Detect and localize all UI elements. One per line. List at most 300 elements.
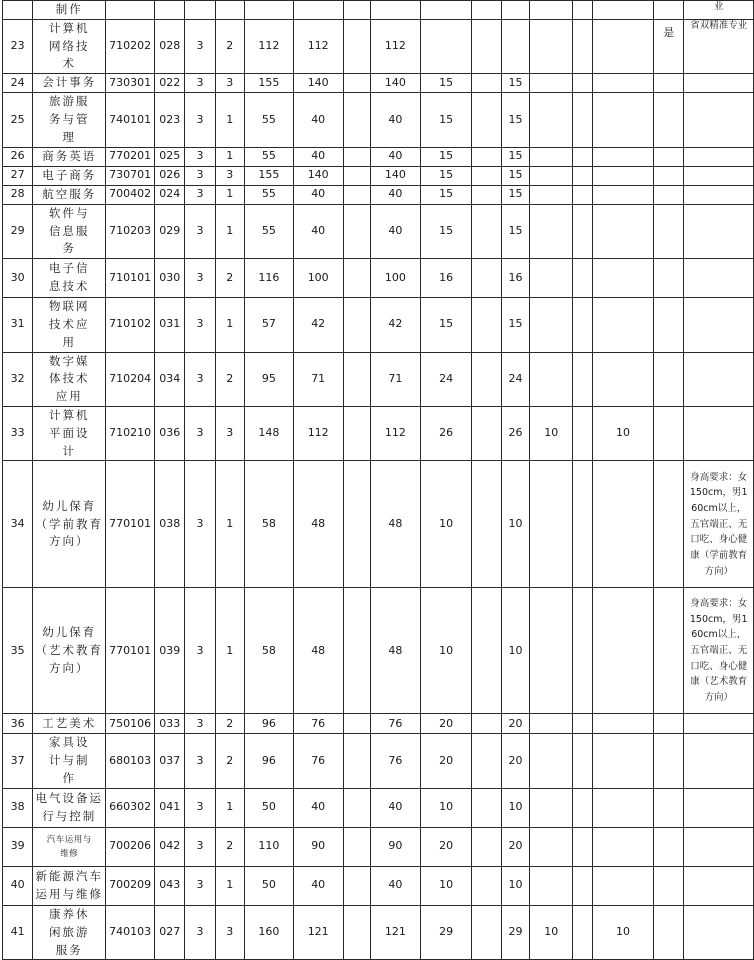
note-text: 省双精准专业 <box>690 19 748 31</box>
type-cell: 2 <box>215 714 244 734</box>
plan-total-cell: 155 <box>244 166 293 185</box>
blank-col-12-cell <box>471 185 501 204</box>
blank-col-9-cell <box>343 734 370 788</box>
general-plan-cell: 48 <box>293 461 343 588</box>
seq-cell: 27 <box>3 166 33 185</box>
table-row <box>3 298 754 352</box>
special-sub-cell: 15 <box>501 166 529 185</box>
seq-cell: 31 <box>3 298 33 352</box>
extra-sub-cell: 10 <box>593 407 654 461</box>
major-name-cell <box>33 166 106 185</box>
special-sub-cell: 20 <box>501 734 529 788</box>
blank-col-15-cell <box>573 588 593 714</box>
extra-plan-cell <box>530 259 573 298</box>
flag-cell <box>653 166 684 185</box>
blank-col-9-cell <box>343 74 370 93</box>
major-code-cell: 660302 <box>106 788 155 827</box>
note-cell <box>684 714 754 734</box>
major-name-text: 制作 <box>55 2 83 16</box>
plan-total-cell: 55 <box>244 93 293 147</box>
major-name-cell <box>33 352 106 406</box>
seq-cell: 26 <box>3 147 33 166</box>
general-sub-cell: 48 <box>370 461 421 588</box>
extra-sub-cell <box>593 204 654 258</box>
type-cell: 1 <box>215 788 244 827</box>
blank-col-12-cell <box>471 74 501 93</box>
table-row <box>3 734 754 788</box>
major-name-cell <box>33 93 106 147</box>
seq-cell <box>3 1 33 20</box>
extra-sub-cell: 10 <box>593 905 654 959</box>
blank-col-15-cell <box>573 298 593 352</box>
special-plan-cell: 10 <box>421 461 472 588</box>
extra-plan-cell <box>530 788 573 827</box>
major-name-text: 计算机网络技术 <box>49 20 90 71</box>
special-sub-cell: 20 <box>501 714 529 734</box>
years-cell: 3 <box>185 905 215 959</box>
special-plan-cell: 15 <box>421 204 472 258</box>
major-name-cell <box>33 407 106 461</box>
years-cell: 3 <box>185 93 215 147</box>
blank-col-9-cell <box>343 407 370 461</box>
extra-plan-cell <box>530 185 573 204</box>
special-sub-cell <box>501 1 529 20</box>
table-row <box>3 259 754 298</box>
table-row <box>3 204 754 258</box>
years-cell: 3 <box>185 788 215 827</box>
major-name-text: 计算机平面设计 <box>49 408 90 458</box>
blank-col-12-cell <box>471 1 501 20</box>
special-plan-cell: 26 <box>421 407 472 461</box>
flag-cell <box>653 93 684 147</box>
note-cell <box>684 905 754 959</box>
blank-col-12-cell <box>471 714 501 734</box>
note-cell <box>684 19 754 73</box>
blank-col-15-cell <box>573 147 593 166</box>
type-cell: 1 <box>215 185 244 204</box>
seq-cell: 36 <box>3 714 33 734</box>
note-cell <box>684 1 754 20</box>
major-name-text: 幼儿保育（学前教育方向） <box>35 498 103 549</box>
general-sub-cell: 48 <box>370 588 421 714</box>
general-plan-cell: 140 <box>293 166 343 185</box>
extra-sub-cell <box>593 259 654 298</box>
note-cell <box>684 74 754 93</box>
blank-col-12-cell <box>471 866 501 905</box>
extra-sub-cell <box>593 147 654 166</box>
table-row <box>3 461 754 588</box>
major-name-cell <box>33 588 106 714</box>
general-sub-cell: 40 <box>370 185 421 204</box>
extra-sub-cell <box>593 185 654 204</box>
major-code-cell: 710102 <box>106 298 155 352</box>
seq-cell: 39 <box>3 827 33 866</box>
type-cell: 1 <box>215 866 244 905</box>
major-code-cell: 710202 <box>106 19 155 73</box>
extra-sub-cell <box>593 714 654 734</box>
special-sub-cell: 10 <box>501 788 529 827</box>
extra-sub-cell <box>593 866 654 905</box>
years-cell <box>185 1 215 20</box>
plan-total-cell: 55 <box>244 204 293 258</box>
enroll-code-cell: 034 <box>155 352 185 406</box>
enroll-code-cell: 024 <box>155 185 185 204</box>
extra-plan-cell <box>530 714 573 734</box>
blank-col-12-cell <box>471 19 501 73</box>
plan-total-cell: 96 <box>244 714 293 734</box>
extra-plan-cell <box>530 74 573 93</box>
note-cell <box>684 147 754 166</box>
major-code-cell: 770101 <box>106 461 155 588</box>
special-plan-cell: 29 <box>421 905 472 959</box>
plan-total-cell: 116 <box>244 259 293 298</box>
extra-sub-cell <box>593 74 654 93</box>
general-plan-cell: 42 <box>293 298 343 352</box>
seq-cell: 35 <box>3 588 33 714</box>
extra-sub-cell <box>593 788 654 827</box>
note-cell <box>684 827 754 866</box>
special-sub-cell: 10 <box>501 866 529 905</box>
table-row <box>3 185 754 204</box>
table-row <box>3 866 754 905</box>
blank-col-15-cell <box>573 714 593 734</box>
blank-col-12-cell <box>471 93 501 147</box>
flag-cell <box>653 147 684 166</box>
special-sub-cell: 15 <box>501 93 529 147</box>
major-code-cell <box>106 1 155 20</box>
general-plan-cell: 112 <box>293 19 343 73</box>
blank-col-15-cell <box>573 827 593 866</box>
seq-cell: 29 <box>3 204 33 258</box>
years-cell: 3 <box>185 588 215 714</box>
plan-total-cell: 112 <box>244 19 293 73</box>
flag-cell <box>653 352 684 406</box>
type-cell: 3 <box>215 407 244 461</box>
major-name-cell <box>33 461 106 588</box>
general-plan-cell: 40 <box>293 93 343 147</box>
blank-col-9-cell <box>343 461 370 588</box>
general-plan-cell: 71 <box>293 352 343 406</box>
note-cell <box>684 204 754 258</box>
major-name-cell <box>33 147 106 166</box>
note-cell <box>684 166 754 185</box>
major-name-text: 软件与信息服务 <box>49 205 90 256</box>
blank-col-9-cell <box>343 166 370 185</box>
major-name-cell <box>33 714 106 734</box>
special-sub-cell <box>501 19 529 73</box>
general-sub-cell <box>370 1 421 20</box>
major-code-cell: 740103 <box>106 905 155 959</box>
table-row <box>3 588 754 714</box>
years-cell: 3 <box>185 298 215 352</box>
blank-col-15-cell <box>573 93 593 147</box>
enroll-code-cell: 042 <box>155 827 185 866</box>
blank-col-9-cell <box>343 19 370 73</box>
major-name-cell <box>33 298 106 352</box>
special-plan-cell <box>421 19 472 73</box>
flag-cell <box>653 259 684 298</box>
major-name-text: 汽车运用与维修 <box>46 834 92 859</box>
blank-col-12-cell <box>471 827 501 866</box>
major-code-cell: 740101 <box>106 93 155 147</box>
note-cell <box>684 407 754 461</box>
general-plan-cell: 90 <box>293 827 343 866</box>
plan-total-cell: 58 <box>244 588 293 714</box>
flag-cell <box>653 74 684 93</box>
blank-col-15-cell <box>573 905 593 959</box>
type-cell: 2 <box>215 19 244 73</box>
years-cell: 3 <box>185 827 215 866</box>
major-name-text: 物联网技术应用 <box>49 299 90 349</box>
major-name-cell <box>33 788 106 827</box>
major-code-cell: 770101 <box>106 588 155 714</box>
blank-col-9-cell <box>343 588 370 714</box>
major-name-cell <box>33 259 106 298</box>
special-plan-cell: 20 <box>421 714 472 734</box>
extra-plan-cell <box>530 166 573 185</box>
plan-total-cell: 55 <box>244 147 293 166</box>
extra-plan-cell: 10 <box>530 905 573 959</box>
enroll-code-cell: 029 <box>155 204 185 258</box>
years-cell: 3 <box>185 19 215 73</box>
note-cell <box>684 866 754 905</box>
extra-plan-cell <box>530 461 573 588</box>
extra-sub-cell <box>593 93 654 147</box>
blank-col-9-cell <box>343 866 370 905</box>
special-sub-cell: 15 <box>501 147 529 166</box>
general-plan-cell: 76 <box>293 734 343 788</box>
plan-total-cell: 148 <box>244 407 293 461</box>
general-sub-cell: 40 <box>370 866 421 905</box>
major-code-cell: 730701 <box>106 166 155 185</box>
special-sub-cell: 10 <box>501 461 529 588</box>
table-row <box>3 147 754 166</box>
blank-col-15-cell <box>573 1 593 20</box>
extra-plan-cell <box>530 588 573 714</box>
blank-col-9-cell <box>343 259 370 298</box>
plan-total-cell: 57 <box>244 298 293 352</box>
seq-cell: 40 <box>3 866 33 905</box>
extra-plan-cell <box>530 93 573 147</box>
general-sub-cell: 121 <box>370 905 421 959</box>
years-cell: 3 <box>185 185 215 204</box>
note-cell <box>684 298 754 352</box>
blank-col-12-cell <box>471 352 501 406</box>
major-code-cell: 680103 <box>106 734 155 788</box>
type-cell: 3 <box>215 166 244 185</box>
plan-total-cell: 96 <box>244 734 293 788</box>
blank-col-12-cell <box>471 788 501 827</box>
major-name-text: 家具设计与制作 <box>49 735 90 786</box>
type-cell: 1 <box>215 93 244 147</box>
major-name-text: 旅游服务与管理 <box>49 94 90 144</box>
seq-cell: 37 <box>3 734 33 788</box>
major-name-text: 航空服务 <box>42 186 97 201</box>
flag-cell <box>653 407 684 461</box>
table-row <box>3 93 754 147</box>
extra-sub-cell <box>593 1 654 20</box>
years-cell: 3 <box>185 461 215 588</box>
years-cell: 3 <box>185 714 215 734</box>
blank-col-9-cell <box>343 352 370 406</box>
general-sub-cell: 40 <box>370 788 421 827</box>
blank-col-15-cell <box>573 734 593 788</box>
flag-cell <box>653 1 684 20</box>
major-name-cell <box>33 827 106 866</box>
blank-col-15-cell <box>573 185 593 204</box>
extra-plan-cell <box>530 352 573 406</box>
plan-total-cell: 50 <box>244 788 293 827</box>
major-code-cell: 700209 <box>106 866 155 905</box>
general-sub-cell: 140 <box>370 166 421 185</box>
blank-col-12-cell <box>471 259 501 298</box>
blank-col-12-cell <box>471 461 501 588</box>
enroll-code-cell: 027 <box>155 905 185 959</box>
extra-plan-cell <box>530 1 573 20</box>
flag-cell: 是 <box>653 19 684 73</box>
table-row <box>3 19 754 73</box>
seq-cell: 28 <box>3 185 33 204</box>
special-plan-cell: 15 <box>421 298 472 352</box>
blank-col-15-cell <box>573 259 593 298</box>
blank-col-9-cell <box>343 1 370 20</box>
enroll-code-cell: 033 <box>155 714 185 734</box>
enroll-code-cell: 043 <box>155 866 185 905</box>
flag-cell <box>653 298 684 352</box>
enrollment-plan-table <box>2 0 754 960</box>
extra-plan-cell <box>530 147 573 166</box>
general-sub-cell: 90 <box>370 827 421 866</box>
blank-col-12-cell <box>471 147 501 166</box>
type-cell: 1 <box>215 588 244 714</box>
general-sub-cell: 76 <box>370 714 421 734</box>
major-name-cell <box>33 905 106 959</box>
general-sub-cell: 40 <box>370 147 421 166</box>
major-code-cell: 700206 <box>106 827 155 866</box>
major-name-cell <box>33 1 106 20</box>
flag-cell <box>653 204 684 258</box>
major-name-text: 幼儿保育（艺术教育方向） <box>35 625 103 675</box>
flag-cell <box>653 734 684 788</box>
blank-col-9-cell <box>343 204 370 258</box>
enroll-code-cell: 041 <box>155 788 185 827</box>
flag-cell <box>653 866 684 905</box>
major-code-cell: 710210 <box>106 407 155 461</box>
blank-col-12-cell <box>471 588 501 714</box>
general-plan-cell: 121 <box>293 905 343 959</box>
extra-plan-cell <box>530 298 573 352</box>
table-row <box>3 74 754 93</box>
special-plan-cell: 15 <box>421 74 472 93</box>
seq-cell: 23 <box>3 19 33 73</box>
major-code-cell: 700402 <box>106 185 155 204</box>
special-plan-cell: 10 <box>421 788 472 827</box>
years-cell: 3 <box>185 352 215 406</box>
years-cell: 3 <box>185 166 215 185</box>
major-name-text: 电子信息技术 <box>49 261 90 294</box>
blank-col-9-cell <box>343 298 370 352</box>
special-plan-cell: 10 <box>421 588 472 714</box>
general-sub-cell: 40 <box>370 93 421 147</box>
special-sub-cell: 26 <box>501 407 529 461</box>
years-cell: 3 <box>185 147 215 166</box>
extra-plan-cell <box>530 734 573 788</box>
flag-cell <box>653 788 684 827</box>
major-name-cell <box>33 19 106 73</box>
enroll-code-cell: 023 <box>155 93 185 147</box>
major-name-text: 会计事务 <box>42 75 97 90</box>
seq-cell: 38 <box>3 788 33 827</box>
general-plan-cell: 40 <box>293 204 343 258</box>
major-name-text: 康养休闲旅游服务 <box>49 906 90 957</box>
blank-col-15-cell <box>573 74 593 93</box>
note-cell <box>684 352 754 406</box>
special-sub-cell: 24 <box>501 352 529 406</box>
note-cell <box>684 93 754 147</box>
major-name-text: 工艺美术 <box>42 716 97 731</box>
major-name-cell <box>33 74 106 93</box>
type-cell: 2 <box>215 352 244 406</box>
extra-sub-cell <box>593 588 654 714</box>
general-sub-cell: 71 <box>370 352 421 406</box>
special-plan-cell: 15 <box>421 166 472 185</box>
blank-col-12-cell <box>471 905 501 959</box>
extra-plan-cell <box>530 19 573 73</box>
enroll-code-cell: 036 <box>155 407 185 461</box>
years-cell: 3 <box>185 407 215 461</box>
note-cell <box>684 259 754 298</box>
general-plan-cell: 140 <box>293 74 343 93</box>
blank-col-15-cell <box>573 866 593 905</box>
plan-total-cell: 50 <box>244 866 293 905</box>
general-plan-cell: 40 <box>293 866 343 905</box>
special-plan-cell <box>421 1 472 20</box>
note-text: 业 <box>713 1 724 12</box>
type-cell: 3 <box>215 905 244 959</box>
enroll-code-cell: 028 <box>155 19 185 73</box>
table-row <box>3 407 754 461</box>
major-name-text: 电子商务 <box>42 167 97 182</box>
table-row <box>3 905 754 959</box>
years-cell: 3 <box>185 734 215 788</box>
flag-cell <box>653 588 684 714</box>
general-plan-cell: 48 <box>293 588 343 714</box>
flag-cell <box>653 905 684 959</box>
general-plan-cell: 40 <box>293 788 343 827</box>
note-cell <box>684 588 754 714</box>
flag-cell <box>653 714 684 734</box>
blank-col-9-cell <box>343 714 370 734</box>
note-cell <box>684 788 754 827</box>
extra-plan-cell: 10 <box>530 407 573 461</box>
type-cell: 2 <box>215 259 244 298</box>
enroll-code-cell: 037 <box>155 734 185 788</box>
type-cell: 2 <box>215 734 244 788</box>
major-code-cell: 710101 <box>106 259 155 298</box>
plan-total-cell: 110 <box>244 827 293 866</box>
extra-sub-cell <box>593 166 654 185</box>
major-name-text: 新能源汽车运用与维修 <box>35 869 103 901</box>
major-name-cell <box>33 734 106 788</box>
general-plan-cell: 40 <box>293 185 343 204</box>
major-name-text: 电气设备运行与控制 <box>35 791 103 823</box>
enroll-code-cell: 031 <box>155 298 185 352</box>
blank-col-12-cell <box>471 734 501 788</box>
blank-col-12-cell <box>471 204 501 258</box>
flag-cell <box>653 827 684 866</box>
major-code-cell: 710203 <box>106 204 155 258</box>
enroll-code-cell: 038 <box>155 461 185 588</box>
